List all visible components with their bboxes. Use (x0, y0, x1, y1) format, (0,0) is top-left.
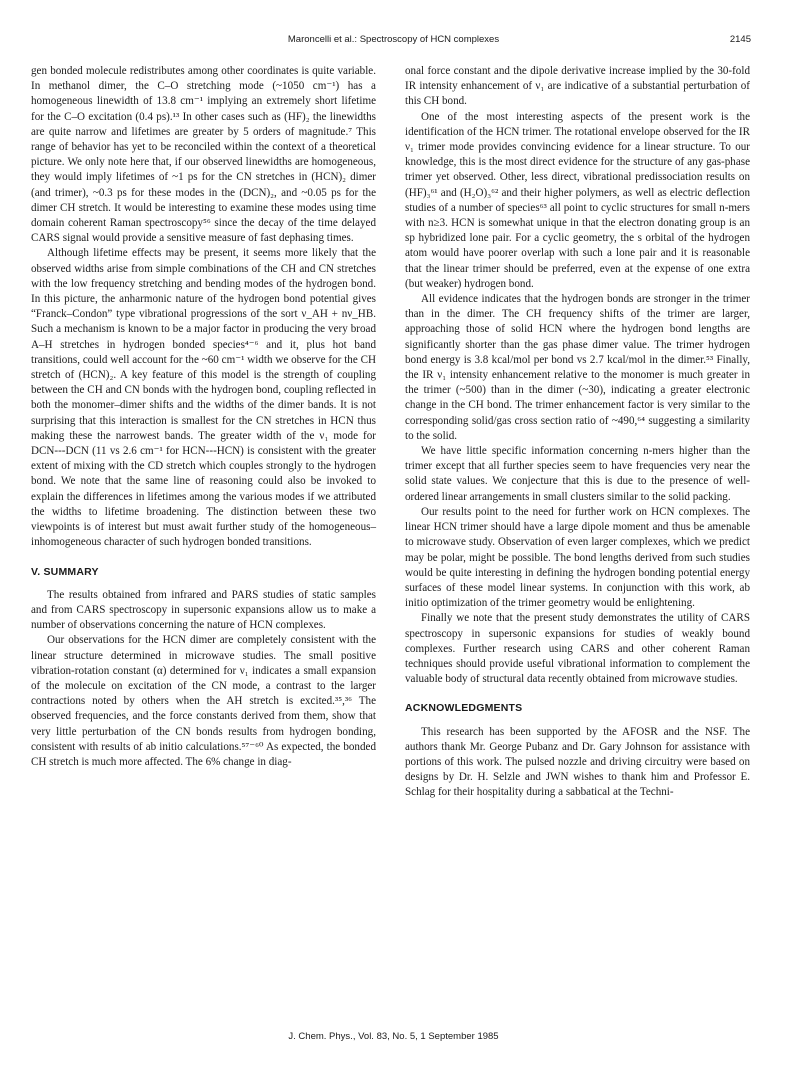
paragraph: One of the most interesting aspects of the present work is the identification of the HCN trimer. The rotational envelope observed for the IR ν₁ trimer mode provides convincing evidence for a linear structure. To our knowledge, this is the most direct evidence for the structure of any gas-phase trimer yet observed. Other, less direct, vibrational predissociation results on (HF)₃⁶¹ and (H₂O)₃⁶² and their higher polymers, as well as electric deflection studies of a number of species⁶³ all point to cyclic structures for small n-mers with n≥3. HCN is somewhat unique in that the electron donating group is an sp hybridized lone pair. For a cyclic geometry, the s orbital of the hydrogen atom would have poorer overlap with such a lone pair and it is reasonable that the linear trimer should be preferred, even at the expense of one extra (but weaker) hydrogen bond. (405, 110, 750, 290)
paragraph: All evidence indicates that the hydrogen bonds are stronger in the trimer than in the dimer. The CH frequency shifts of the trimer are larger, approaching those of solid HCN where the hydrogen bond lengths are significantly shorter than the gas phase dimer value. The trimer hydrogen bond energy is 3.8 kcal/mol per bond vs 2.7 kcal/mol in the dimer.⁵³ Finally, the IR ν₁ intensity enhancement relative to the monomer is much greater in the trimer (~500) than in the dimer (~30), indicating a greater electronic change in the CH bond. The trimer enhancement factor is very similar to the corresponding solid/gas cross section ratio of ~490,⁶⁴ suggesting a similarity to the solid. (405, 293, 750, 442)
left-column (31, 64, 376, 770)
paragraph: Although lifetime effects may be present, it seems more likely that the observed widths arise from simple combinations of the CH and CN stretches with the low frequency stretching and bending modes of the hydrogen bond. In this picture, the anharmonic nature of the hydrogen bond potential gives “Franck–Condon” type vibrational progressions of the sort ν_AH + nν_HB. Such a mechanism is known to be a major factor in producing the very broad A–H stretches in hydrogen bonded species⁴⁻⁶ and it, plus hot band transitions, could well account for the ~60 cm⁻¹ width we observe for the CH stretch of (HCN)₂. A key feature of this model is the strength of coupling between the CH and CN bonds with the hydrogen bond, coupling reflected in both the monomer–dimer shifts and the widths of the dimer bands. It is not surprising that this interaction is smallest for the CN stretches in HCN thus making these the narrowest bands. The greater width of the ν₁ mode for DCN---DCN (11 vs 2.6 cm⁻¹ for HCN---HCN) is consistent with the greater extent of mixing with the CD stretch which couples strongly to the hydrogen bond. We note that the same line of reasoning could also be invoked to explain the differences in lifetimes among the various modes if we attributed the widths to lifetime broadening. The distinction between these two viewpoints is of interest but must await further study of the homogeneous–inhomogeneous character of such hydrogen bonded transitions. (31, 247, 376, 549)
paragraph: This research has been supported by the AFOSR and the NSF. The authors thank Mr. George Pubanz and Dr. Gary Johnson for assistance with portions of this work. The pulsed nozzle and driving circuitry were based on designs by Dr. H. Selzle and JWN wishes to thank him and Professor E. Schlag for their hospitality during a sabbatical at the Techni- (405, 725, 750, 799)
paragraph: We have little specific information concerning n-mers higher than the trimer except that all further species seem to have frequencies very near the solid state values. We conjecture that this is due to the presence of well-ordered linear arrangements in small clusters similar to the solid packing. (405, 445, 750, 503)
page-header (30, 34, 757, 48)
paragraph: The results obtained from infrared and PARS studies of static samples and from CARS spectroscopy in supersonic expansions allow us to make a number of observations concerning the nature of HCN complexes. (31, 588, 376, 632)
page-number: 2145 (729, 34, 751, 45)
paragraph: onal force constant and the dipole derivative increase implied by the 30-fold IR intensity enhancement of ν₁ are indicative of a substantial perturbation of this CH bond. (405, 65, 750, 108)
paragraph: gen bonded molecule redistributes among other coordinates is quite variable. In methanol dimer, the C–O stretching mode (~1050 cm⁻¹) has a homogeneous linewidth of 13.8 cm⁻¹ implying an extremely short lifetime for the C–O excitation (0.4 ps).¹³ In other cases such as (HF)₂ the linewidths are quite narrow and lifetimes are greater by 5 orders of magnitude.⁷ This range of behavior has yet to be reconciled within the context of a theoretical picture. We only note here that, if our observed linewidths are homogeneous, they would imply lifetimes of ~1 ps for the CN stretches in (HCN)₂ dimer (and trimer), ~0.3 ps for these modes in the (DCN)₂, and ~0.05 ps for the dimer CH stretch. It would be interesting to examine these modes using time domain coherent Raman spectroscopy⁵⁶ since the decay of the time delayed CARS signal would provide a sensitive measure of fast dephasing times. (31, 65, 376, 245)
running-title: Maroncelli et al.: Spectroscopy of HCN complexes (287, 34, 500, 45)
right-column (405, 64, 750, 801)
section-heading-acknowledgments: ACKNOWLEDGMENTS (405, 702, 523, 715)
section-heading-summary: V. SUMMARY (31, 565, 99, 578)
paragraph: Finally we note that the present study demonstrates the utility of CARS spectroscopy in supersonic expansions for studies of weakly bound complexes. Further research using CARS and other coherent Raman techniques should provide useful vibrational information to complement the valuable body of structural data recently obtained from microwave studies. (405, 612, 750, 686)
paragraph: Our results point to the need for further work on HCN complexes. The linear HCN trimer should have a large dipole moment and thus be amenable to microwave study. Observation of even larger complexes, which we predict may be polar, might be possible. The bond lengths derived from such studies would be quite interesting in defining the hydrogen bonding potential energy surfaces of these model linear systems. In conjunction with this work, ab initio optimization of the trimer geometry would be enlightening. (405, 505, 750, 610)
journal-citation: J. Chem. Phys., Vol. 83, No. 5, 1 September 1985 (288, 1031, 499, 1042)
paragraph: Our observations for the HCN dimer are completely consistent with the linear structure determined in microwave studies. The small positive vibration-rotation constant (α) determined for ν₁ indicates a small expansion of the molecule on excitation of the CN mode, a contrast to the larger contractions noted by others when the AH stretch is excited.³⁵,³⁶ The observed frequencies, and the force constants derived from them, show that very little perturbation of the CN bonds results from hydrogen bonding, consistent with results of ab initio calculations.⁵⁷⁻⁶⁰ As expected, the bonded CH stretch is much more affected. The 6% change in diag- (31, 634, 376, 768)
